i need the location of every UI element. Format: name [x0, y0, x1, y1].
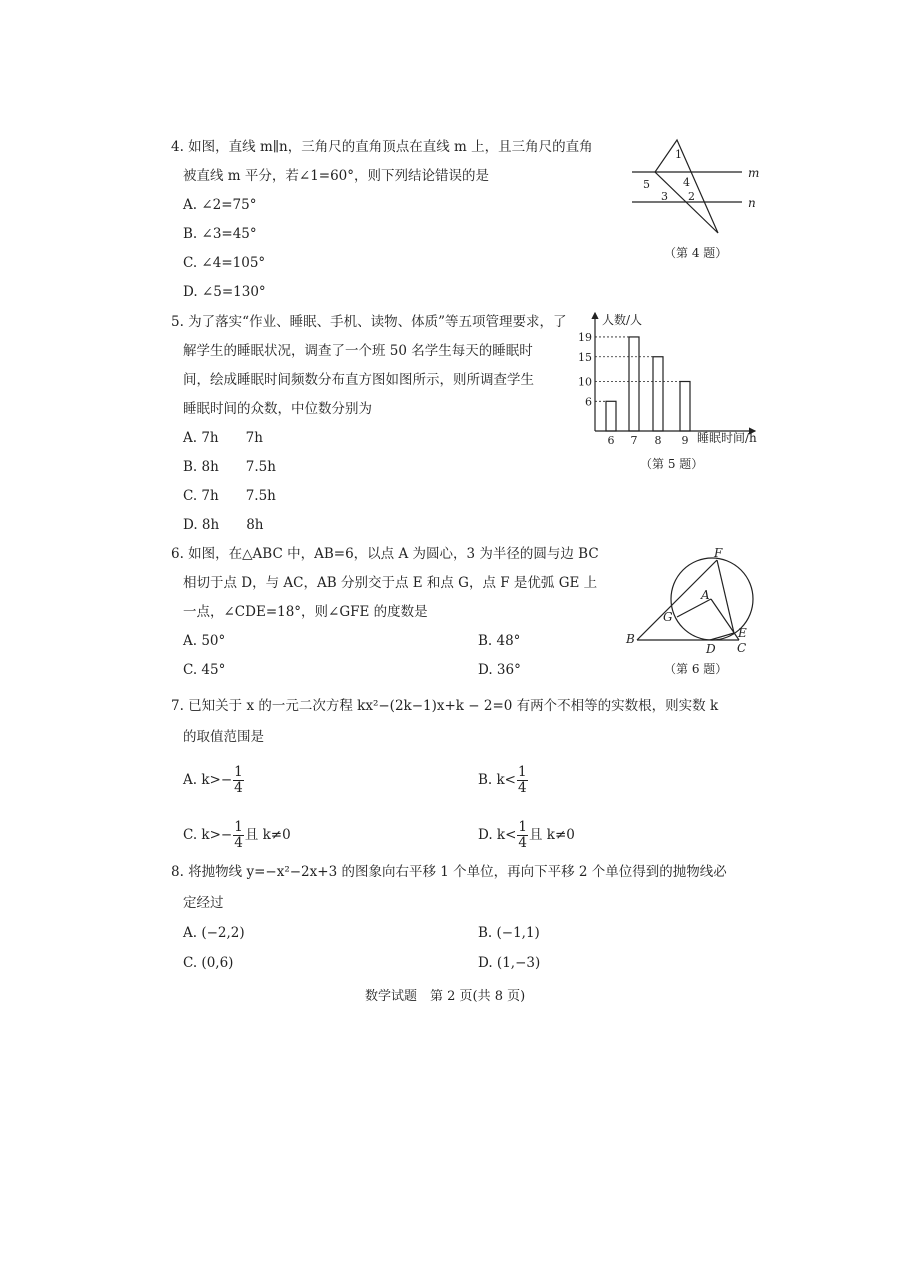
page-footer: 数学试题 第 2 页(共 8 页) [365, 989, 526, 1004]
q4-stem-line-1: 4. 如图，直线 m∥n，三角尺的直角顶点在直线 m 上，且三角尺的直角 [171, 139, 593, 155]
point-g: G [663, 610, 673, 624]
numerator: 1 [234, 764, 243, 780]
segment-ac [711, 599, 739, 640]
q5-stem-line-4: 睡眠时间的众数，中位数分别为 [183, 401, 372, 417]
q6-option-d: D. 36° [478, 662, 521, 678]
q5-stem-line-1: 5. 为了落实“作业、睡眠、手机、读物、体质”等五项管理要求，了 [171, 314, 567, 330]
q7-option-d [478, 820, 575, 851]
denominator: 4 [234, 780, 243, 796]
q5-stem-line-3: 间，绘成睡眠时间频数分布直方图如图所示，则所调查学生 [183, 372, 534, 388]
q8-stem-line-1: 8. 将抛物线 y=−x²−2x+3 的图象向右平移 1 个单位，再向下平移 2 个单位得到的抛物线必 [171, 864, 727, 880]
q7-option-c [183, 820, 291, 851]
option-text: C. k>− [183, 827, 233, 843]
point-d: D [706, 642, 716, 656]
x-tick-label: 8 [654, 434, 662, 447]
q4-stem-line-2: 被直线 m 平分，若∠1=60°，则下列结论错误的是 [183, 168, 490, 184]
q6-stem-line-2: 相切于点 D，与 AC，AB 分别交于点 E 和点 G，点 F 是优弧 GE 上 [183, 575, 598, 591]
fraction [233, 820, 244, 851]
q7-option-a [183, 765, 245, 796]
q5-option-c: C. 7h 7.5h [183, 488, 276, 504]
y-tick-label: 6 [585, 395, 592, 409]
option-text: 且 k≠0 [529, 827, 575, 843]
q5-option-b: B. 8h 7.5h [183, 459, 276, 475]
option-text: D. k< [478, 827, 517, 843]
q8-option-c: C. (0,6) [183, 955, 234, 971]
q7-stem-line-2: 的取值范围是 [183, 729, 264, 745]
denominator: 4 [518, 835, 528, 851]
y-tick-label: 10 [578, 375, 592, 389]
angle-4: 4 [683, 176, 690, 189]
point-c: C [737, 641, 747, 655]
angle-5: 5 [643, 178, 650, 191]
q8-stem-line-2: 定经过 [183, 895, 224, 911]
q7-option-b [478, 765, 529, 796]
q5-option-d: D. 8h 8h [183, 517, 264, 533]
angle-2: 2 [688, 190, 695, 203]
angle-1: 1 [675, 148, 682, 161]
angle-3: 3 [661, 190, 668, 203]
q4-option-c: C. ∠4=105° [183, 255, 266, 271]
q6-option-c: C. 45° [183, 662, 226, 678]
numerator: 1 [518, 764, 527, 780]
point-e: E [738, 626, 747, 640]
label-m: m [748, 166, 760, 180]
q4-caption: （第 4 题） [664, 246, 728, 260]
x-tick-label: 9 [681, 434, 689, 447]
numerator: 1 [234, 819, 243, 835]
q4-option-a: A. ∠2=75° [183, 197, 257, 213]
q6-stem-line-1: 6. 如图，在△ABC 中，AB=6，以点 A 为圆心，3 为半径的圆与边 BC [171, 546, 599, 562]
point-a: A [701, 588, 710, 602]
q8-option-b: B. (−1,1) [478, 925, 540, 941]
x-tick-label: 7 [630, 434, 638, 447]
x-tick-label: 6 [607, 434, 615, 447]
option-text: 且 k≠0 [244, 827, 291, 843]
q6-caption: （第 6 题） [664, 662, 728, 676]
q6-option-a: A. 50° [183, 633, 226, 649]
q8-option-a: A. (−2,2) [183, 925, 245, 941]
q5-stem-line-2: 解学生的睡眠状况，调查了一个班 50 名学生每天的睡眠时 [183, 343, 533, 359]
y-tick-label: 15 [578, 350, 592, 364]
segment-fe [717, 560, 734, 633]
denominator: 4 [518, 780, 527, 796]
q6-stem-line-3: 一点，∠CDE=18°，则∠GFE 的度数是 [183, 604, 428, 620]
q4-option-d: D. ∠5=130° [183, 284, 266, 300]
point-b: B [626, 632, 635, 646]
q6-option-b: B. 48° [478, 633, 521, 649]
q7-stem-line-1: 7. 已知关于 x 的一元二次方程 kx²−(2k−1)x+k − 2=0 有两个不相等的实数根，则实数 k [171, 698, 719, 714]
q8-option-d: D. (1,−3) [478, 955, 541, 971]
option-text: B. k< [478, 772, 516, 788]
fraction [517, 765, 528, 796]
point-f: F [714, 546, 723, 560]
label-n: n [748, 196, 756, 210]
denominator: 4 [234, 835, 243, 851]
q4-option-b: B. ∠3=45° [183, 226, 257, 242]
y-axis-label: 人数/人 [602, 313, 643, 327]
q5-caption: （第 5 题） [640, 457, 704, 471]
y-tick-label: 19 [578, 330, 592, 344]
option-text: A. k>− [183, 772, 233, 788]
q5-option-a: A. 7h 7h [183, 430, 263, 446]
fraction [233, 765, 244, 796]
fraction [517, 820, 528, 851]
numerator: 1 [518, 819, 528, 835]
x-axis-label: 睡眠时间/h [697, 431, 757, 445]
